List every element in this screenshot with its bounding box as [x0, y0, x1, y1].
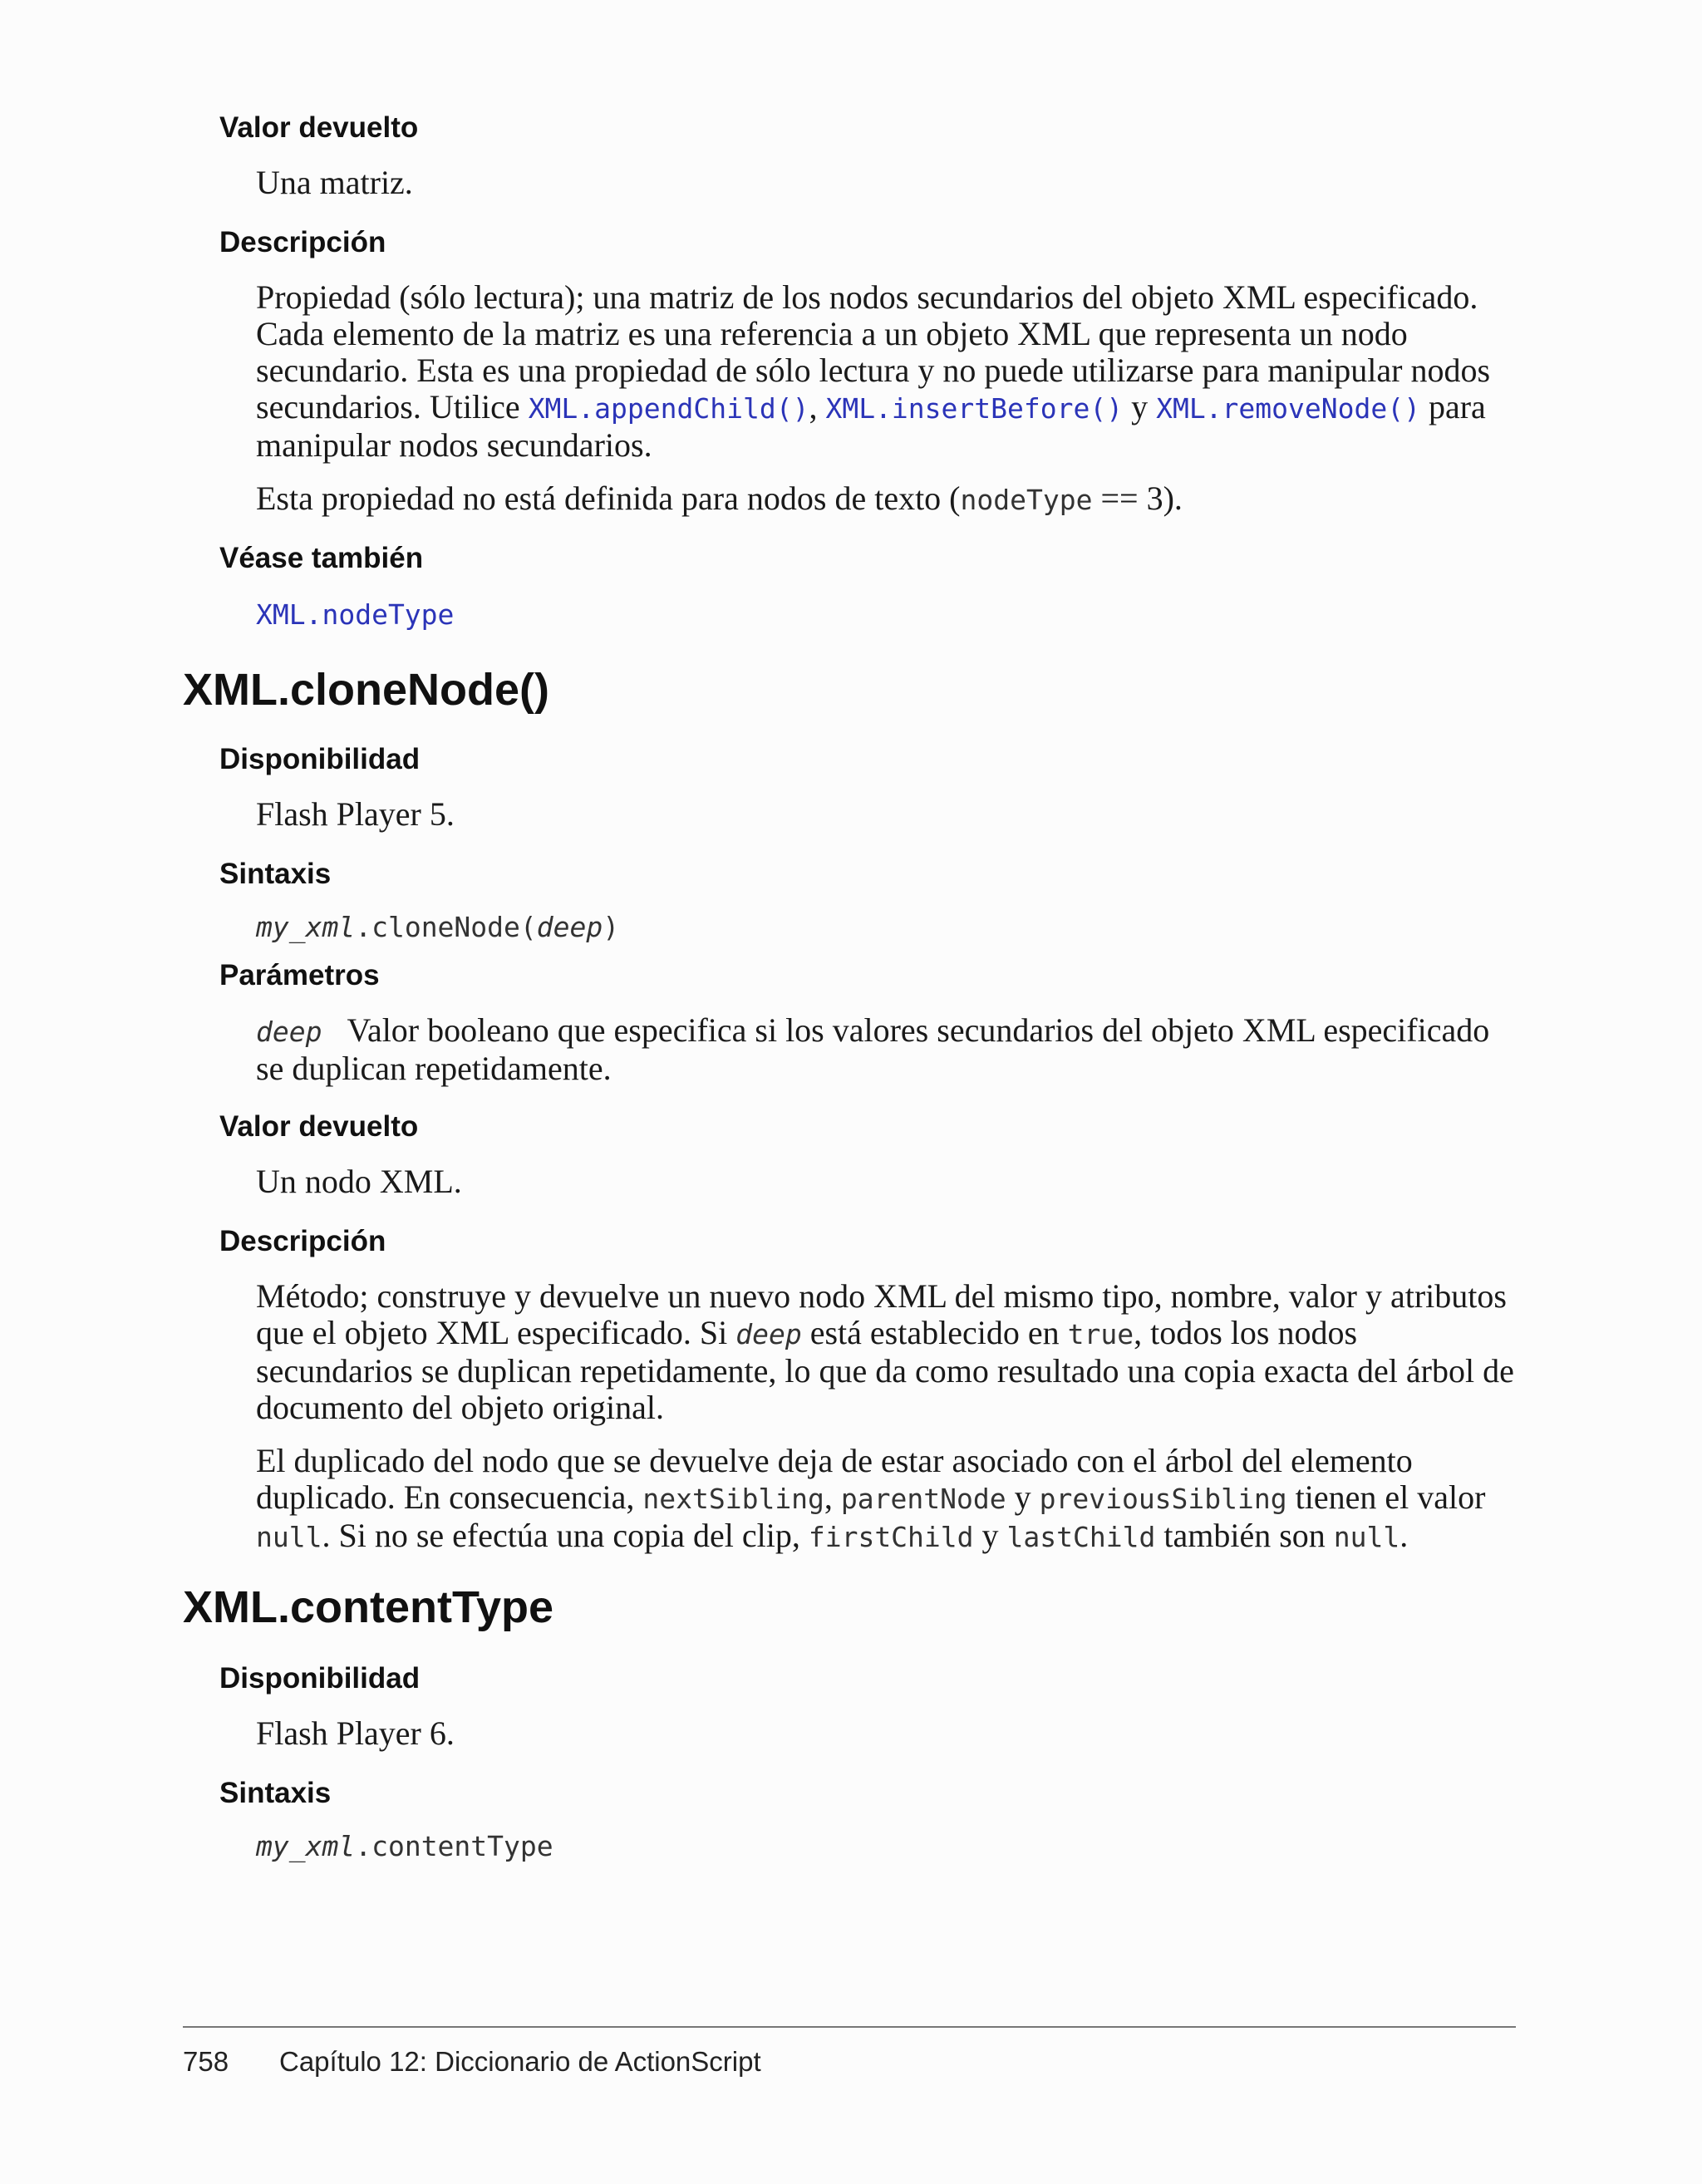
- page-footer: [183, 2046, 761, 2078]
- disponibilidad-text-2: Flash Player 6.: [256, 1714, 455, 1752]
- chapter-title: Capítulo 12: Diccionario de ActionScript: [279, 2046, 761, 2077]
- param-name: deep: [256, 1016, 322, 1048]
- descripcion-heading: Descripción: [219, 226, 386, 258]
- contenttype-title: XML.contentType: [183, 1582, 554, 1632]
- sintaxis-heading-2: Sintaxis: [219, 1777, 332, 1809]
- nodetype-link[interactable]: XML.nodeType: [256, 598, 455, 631]
- param-description: Valor booleano que especifica si los valores secundarios del objeto XML especificado se duplican repetidamente.: [256, 1011, 1490, 1087]
- descripcion-heading-2: Descripción: [219, 1225, 386, 1257]
- remove-node-link[interactable]: XML.removeNode(): [1156, 392, 1420, 425]
- sintaxis-heading: Sintaxis: [219, 858, 332, 890]
- code-nodetype: nodeType: [960, 484, 1093, 516]
- clonenode-description-2: El duplicado del nodo que se devuelve deja de estar asociado con el árbol del elemento duplicado. En consecuencia, nextSibling, parentNode y previousSibling tienen el valor null. Si no se efectúa una copia del clip, firstChild y lastChild también son null.: [256, 1442, 1486, 1554]
- valor-devuelto-text: Una matriz.: [256, 164, 413, 201]
- disponibilidad-text: Flash Player 5.: [256, 795, 455, 833]
- vease-tambien-link-row: [256, 595, 1519, 633]
- vease-tambien-heading: Véase también: [219, 542, 424, 574]
- clonenode-description-1: Método; construye y devuelve un nuevo nodo XML del mismo tipo, nombre, valor y atributos que el objeto XML especificado. Si deep está establecido en true, todos los nodos secundarios se duplican repetidamente, lo que da como resultado una copia exacta del árbol de documento del objeto original.: [256, 1277, 1514, 1426]
- valor-devuelto-text-2: Un nodo XML.: [256, 1163, 462, 1200]
- disponibilidad-heading: Disponibilidad: [219, 743, 421, 775]
- clonenode-title: XML.cloneNode(): [183, 665, 549, 715]
- descripcion-paragraph: Propiedad (sólo lectura); una matriz de los nodos secundarios del objeto XML especificado. Cada elemento de la matriz es una referencia a un objeto XML que representa un nodo secundario. Esta es una propiedad de sólo lectura y no puede utilizarse para manipular nodos secundarios. Utilice XML.appendChild(), XML.insertBefore() y XML.removeNode() para manipular nodos secundarios.: [256, 278, 1491, 464]
- append-child-link[interactable]: XML.appendChild(): [528, 392, 809, 425]
- parametro-deep: [256, 1012, 1519, 1087]
- parametros-heading: Parámetros: [219, 959, 380, 991]
- valor-devuelto-heading: Valor devuelto: [219, 111, 419, 144]
- descripcion-paragraph-2: Esta propiedad no está definida para nodos de texto (nodeType == 3).: [256, 480, 1183, 517]
- sintaxis-code-2: my_xml.contentType: [256, 1830, 553, 1862]
- sintaxis-code: my_xml.cloneNode(deep): [256, 911, 620, 943]
- valor-devuelto-heading-2: Valor devuelto: [219, 1110, 419, 1143]
- insert-before-link[interactable]: XML.insertBefore(): [825, 392, 1124, 425]
- footer-rule: [183, 2026, 1516, 2028]
- disponibilidad-heading-2: Disponibilidad: [219, 1662, 421, 1695]
- page-number: 758: [183, 2046, 229, 2077]
